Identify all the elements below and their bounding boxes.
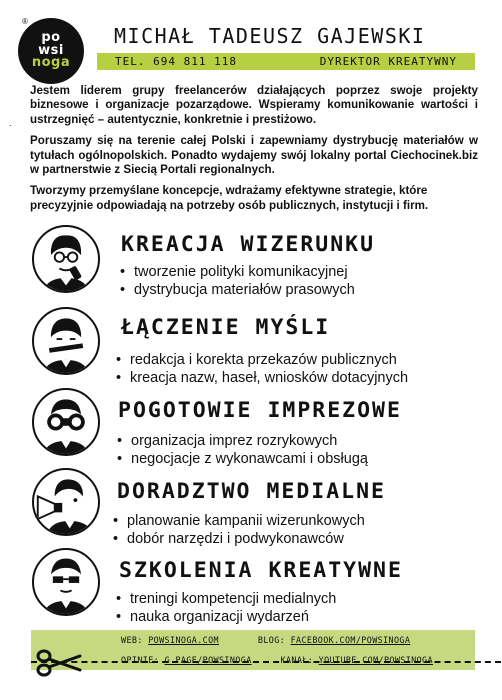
portrait-glasses-icon <box>32 548 100 616</box>
intro-text <box>30 84 478 220</box>
opinie-link[interactable]: G.PAGE/POWSINOGA <box>164 655 252 665</box>
portrait-microphone-icon <box>32 225 100 293</box>
powsinoga-logo <box>18 18 84 84</box>
footer-row <box>121 635 410 645</box>
web-link[interactable]: POWSINOGA.COM <box>148 635 219 645</box>
kanal-label: KANAŁ: <box>280 655 314 665</box>
list-item: • treningi kompetencji medialnych <box>116 590 336 608</box>
section-list <box>117 432 368 468</box>
section-title: KREACJA WIZERUNKU <box>121 232 376 257</box>
list-item: • planowanie kampanii wizerunkowych <box>113 512 365 530</box>
opinie-label: OPINIE: <box>121 655 160 665</box>
job-title: DYREKTOR KREATYWNY <box>319 55 457 68</box>
section-title: DORADZTWO MEDIALNE <box>117 479 386 504</box>
section-title: SZKOLENIA KREATYWNE <box>119 558 403 583</box>
portrait-pencil-icon <box>32 307 100 375</box>
list-item: • tworzenie polityki komunikacyjnej <box>120 263 355 281</box>
registered-mark: ® <box>22 17 28 26</box>
section-list <box>116 351 408 387</box>
list-item: • redakcja i korekta przekazów publicznych <box>116 351 408 369</box>
web-label: WEB: <box>121 635 143 645</box>
list-item: • organizacja imprez rozrykowych <box>117 432 368 450</box>
logo-line-1: po <box>41 30 61 46</box>
logo-line-3: noga <box>31 55 71 71</box>
portrait-binoculars-icon <box>32 388 100 456</box>
list-item: • kreacja nazw, haseł, wniosków dotacyjnych <box>116 369 408 387</box>
footer-box <box>31 630 475 670</box>
blog-link[interactable]: FACEBOOK.COM/POWSINOGA <box>290 635 411 645</box>
footer-row <box>121 655 433 665</box>
person-name: MICHAŁ TADEUSZ GAJEWSKI <box>114 24 426 48</box>
kanal-link[interactable]: YOUTUBE.COM/POWSINOGA <box>318 655 433 665</box>
list-item: • negocjacje z wykonawcami i obsługą <box>117 450 368 468</box>
section-list <box>120 263 355 299</box>
logo-line-2: wsi <box>38 42 64 58</box>
intro-paragraph: Poruszamy się na terenie całej Polski i zapewniamy dystrybucję materiałów w tytułach ogólnopolskich. Ponadto wydajemy swój lokalny portal Ciechocinek.biz w partnerstwie z Siecią Portali regionalnych. <box>30 134 478 177</box>
contact-bar <box>97 53 475 70</box>
list-item: • nauka organizacji wydarzeń <box>116 608 336 626</box>
margin-dot: . <box>9 118 12 128</box>
phone-number[interactable]: TEL. 694 811 118 <box>115 55 237 68</box>
intro-paragraph: Jestem liderem grupy freelancerów działających poprzez swoje projekty biznesowe i organizacje pozarządowe. Wspieramy komunikowanie wartości i ustrzegnięć – autentycznie, konkretnie i prestiżowo. <box>30 84 478 126</box>
section-title: POGOTOWIE IMPREZOWE <box>118 398 402 423</box>
section-list <box>113 512 365 548</box>
intro-paragraph: Tworzymy przemyślane koncepcje, wdrażamy efektywne strategie, które precyzyjnie odpowiadają na potrzeby osób publicznych, instytucji i firm. <box>30 184 429 212</box>
portrait-megaphone-icon <box>32 468 100 536</box>
section-title: ŁĄCZENIE MYŚLI <box>121 315 331 340</box>
blog-label: BLOG: <box>257 635 286 645</box>
list-item: • dystrybucja materiałów prasowych <box>120 281 355 299</box>
cut-line <box>31 661 501 663</box>
scissors-icon <box>36 648 82 678</box>
list-item: • dobór narzędzi i podwykonawców <box>113 530 365 548</box>
section-list <box>116 590 336 626</box>
